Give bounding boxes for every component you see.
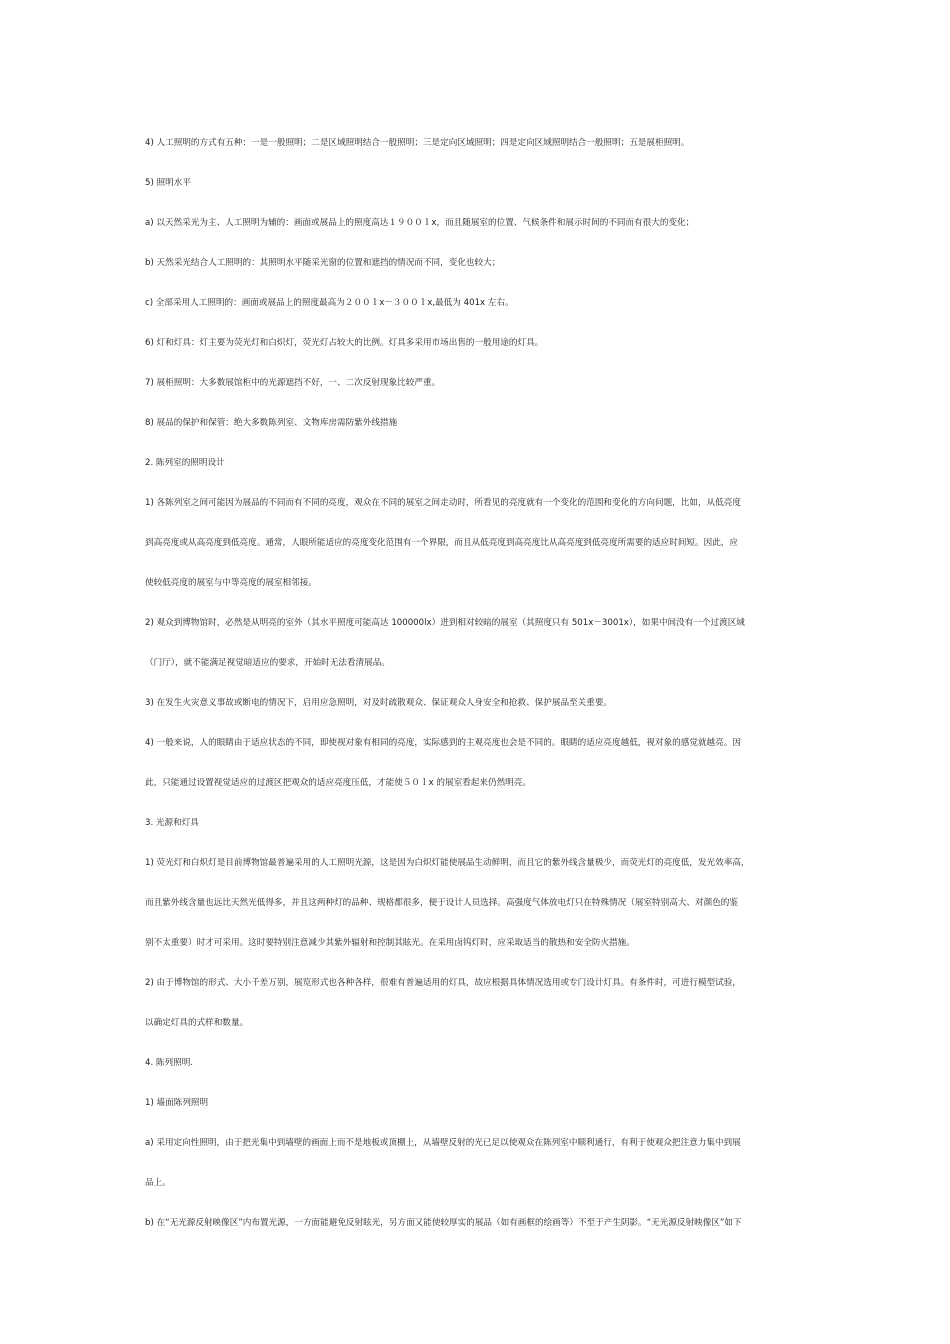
section-heading: 2. 陈列室的照明设计 (145, 458, 225, 468)
text-line: 2) 观众到博物馆时，必然是从明亮的室外（其水平照度可能高达 100000lx）进到相对较暗的展室（其照度只有 501x－3001x），如果中间没有一个过渡区域 (145, 618, 745, 628)
text-line: 3) 在发生火灾意义事故或断电的情况下，启用应急照明，对及时疏散观众、保证观众人身安全和抢救、保护展品至关重要。 (145, 698, 613, 708)
text-line: 4) 人工照明的方式有五种：一是一般照明；二是区域照明结合一般照明；三是定向区域照明；四是定向区域照明结合一般照明；五是展柜照明。 (145, 138, 690, 148)
text-line: c) 全部采用人工照明的：画面或展品上的照度最高为２００ｌx－３００ｌx,最低为 401x 左右。 (145, 298, 514, 308)
text-line: b) 天然采光结合人工照明的：其照明水平随采光窗的位置和遮挡的情况而不同，变化也较大； (145, 258, 501, 268)
text-line: a) 以天然采光为主、人工照明为辅的：画面或展品上的照度高达１９００ｌx，而且随展室的位置、气候条件和展示时间的不同而有很大的变化； (145, 218, 695, 228)
text-line: 到高亮度或从高亮度到低亮度。通常，人眼所能适应的亮度变化范围有一个界限，而且从低亮度到高亮度比从高亮度到低亮度所需要的适应时间短。因此，应 (145, 538, 738, 548)
section-heading: 4. 陈列照明. (145, 1058, 194, 1068)
text-line: 此，只能通过设置视觉适应的过渡区把观众的适应亮度压低，才能使５０ｌx 的展室看起来仍然明亮。 (145, 778, 531, 788)
text-line: 2) 由于博物馆的形式、大小千差万别，展览形式也各种各样，很难有普遍适用的灯具，故应根据具体情况选用或专门设计灯具。有条件时，可进行模型试验， (145, 978, 741, 988)
text-line: 4) 一般来说，人的眼睛由于适应状态的不同，即使视对象有相同的亮度，实际感到的主观亮度也会是不同的。眼睛的适应亮度越低，视对象的感觉就越亮。因 (145, 738, 741, 748)
text-line: 6) 灯和灯具：灯主要为荧光灯和白炽灯，荧光灯占较大的比例。灯具多采用市场出售的一般用途的灯具。 (145, 338, 544, 348)
text-line: 以确定灯具的式样和数量。 (145, 1018, 249, 1028)
text-line: a) 采用定向性照明，由于把光集中到墙壁的画面上而不是地板或顶棚上，从墙壁反射的光已足以使观众在陈列室中顺利通行，有利于使观众把注意力集中到展 (145, 1138, 741, 1148)
text-line: （门厅），就不能满足视觉暗适应的要求，开始时无法看清展品。 (145, 658, 390, 668)
text-line: 1) 墙面陈列照明 (145, 1098, 209, 1108)
section-heading: 3. 光源和灯具 (145, 818, 199, 828)
text-line: 而且紫外线含量也远比天然光低得多，并且这两种灯的品种、规格都很多，便于设计人员选择。高强度气体放电灯只在特殊情况（展室特别高大、对颜色的鉴 (145, 898, 738, 908)
text-line: 品上。 (145, 1178, 171, 1188)
text-line: 7) 展柜照明：大多数展馆柜中的光源遮挡不好，一、二次反射现象比较严重。 (145, 378, 441, 388)
text-line: 8) 展品的保护和保管：绝大多数陈列室、文物库房需防紫外线措施 (145, 418, 398, 428)
text-line: 5) 照明水平 (145, 178, 191, 188)
text-line: 使较低亮度的展室与中等亮度的展室相邻接。 (145, 578, 317, 588)
text-line: 别不太重要）时才可采用。这时要特别注意减少其紫外辐射和控制其眩光。在采用卤钨灯时，应采取适当的散热和安全防火措施。 (145, 938, 635, 948)
text-line: b) 在“无光源反射映像区”内布置光源，一方面能避免反射眩光，另方面又能使较厚实的展品（如有画框的绘画等）不至于产生阴影。“无光源反射映像区”如下 (145, 1218, 742, 1228)
text-line: 1) 各陈列室之间可能因为展品的不同而有不同的亮度，观众在不同的展室之间走动时，所看见的亮度就有一个变化的范围和变化的方向问题，比如，从低亮度 (145, 498, 741, 508)
text-line: 1) 荧光灯和白炽灯是目前博物馆最普遍采用的人工照明光源，这是因为白炽灯能使展品生动鲜明，而且它的紫外线含量极少，而荧光灯的亮度低，发光效率高， (145, 858, 750, 868)
